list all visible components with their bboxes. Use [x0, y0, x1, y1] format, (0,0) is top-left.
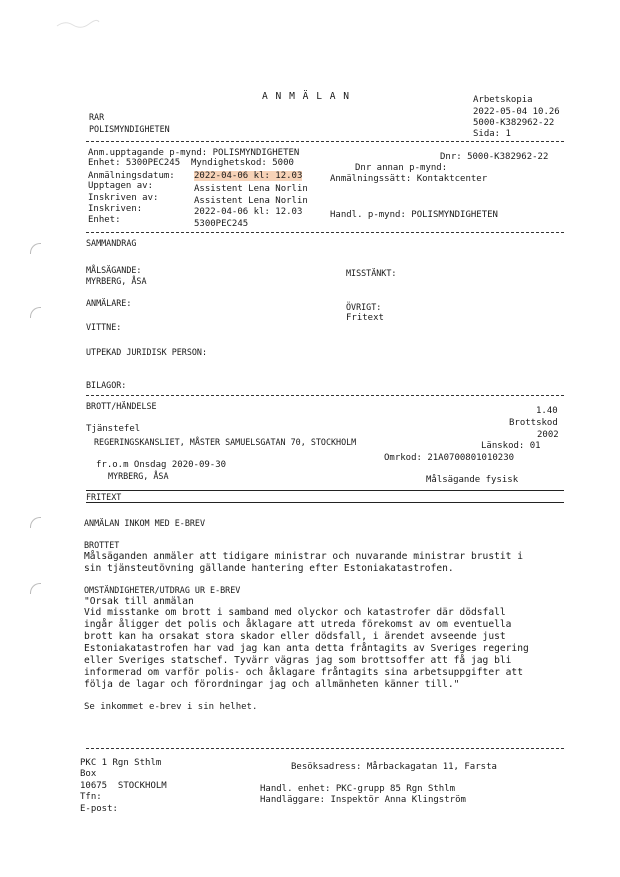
page-number: Sida: 1	[473, 129, 511, 139]
document-title: A N M Ä L A N	[262, 91, 351, 102]
closing-line: Se inkommet e-brev i sin helhet.	[84, 702, 258, 712]
brottet-line: sin tjänsteutövning gällande hantering efter Estoniakatastrofen.	[84, 563, 454, 574]
omst-line: följa de lagar och förordningar jag och allmänheten känner till."	[84, 679, 460, 690]
brott-heading: BROTT/HÄNDELSE	[86, 401, 157, 411]
footer-handl-enhet: Handl. enhet: PKC-grupp 85 Rgn Sthlm	[260, 784, 456, 794]
footer-org: PKC 1 Rgn Sthlm	[80, 758, 162, 768]
omst-line: brott kan ha orsakat stora skador eller dödsfall, i ärendet avseende just	[84, 631, 506, 642]
bilagor-label: BILAGOR:	[86, 380, 127, 390]
fritext-intro: ANMÄLAN INKOM MED E-BREV	[84, 518, 206, 528]
upptagen-av-label: Upptagen av:	[88, 181, 154, 191]
divider	[86, 395, 564, 396]
upptagen-av-value: Assistent Lena Norlin	[194, 184, 308, 194]
scan-smudge	[55, 18, 100, 30]
footer-box: Box	[80, 769, 97, 779]
arbetskopia-label: Arbetskopia	[473, 95, 533, 105]
omst-line: informerad om varför polis- och åklagare fråntagits sina arbetsuppgifter att	[84, 667, 523, 678]
dnr-annan: Dnr annan p-mynd:	[355, 163, 448, 173]
enhet-label: Enhet:	[88, 215, 121, 225]
org-line-2: POLISMYNDIGHETEN	[89, 124, 170, 134]
omst-line: "Orsak till anmälan	[84, 596, 194, 607]
malsagande-label: MÅLSÄGANDE:	[86, 265, 142, 275]
crime-location: REGERINGSKANSLIET, MÅSTER SAMUELSGATAN 70, STOCKHOLM	[94, 437, 357, 447]
anmalningsdatum-value: 2022-04-06 kl: 12.03	[194, 171, 303, 181]
anmalare-label: ANMÄLARE:	[86, 298, 132, 308]
anm-upptagande: Anm.upptagande p-mynd: POLISMYNDIGHETEN	[88, 148, 300, 158]
omst-line: ingår åligger det polis och åklagare att utreda förekomst av om eventuella	[84, 619, 512, 630]
lanskod: Länskod: 01	[481, 441, 541, 451]
anmalningssatt: Anmälningssätt: Kontaktcenter	[330, 174, 488, 184]
person-role: Målsägande fysisk	[426, 475, 519, 485]
fritext-heading: FRITEXT	[86, 492, 122, 502]
crime-number: 1.40	[536, 406, 558, 416]
divider	[86, 490, 564, 491]
brottet-line: Målsäganden anmäler att tidigare ministrar och nuvarande ministrar brustit i	[84, 551, 523, 562]
handl-p-mynd: Handl. p-mynd: POLISMYNDIGHETEN	[330, 210, 498, 220]
crime-person: MYRBERG, ÅSA	[108, 471, 169, 481]
vittne-label: VITTNE:	[86, 322, 122, 332]
org-line-1: RAR	[89, 112, 105, 122]
footer-postal: 10675 STOCKHOLM	[80, 781, 167, 791]
punch-hole-mark	[30, 583, 41, 594]
punch-hole-mark	[30, 517, 41, 528]
divider	[86, 141, 564, 142]
punch-hole-mark	[30, 307, 41, 318]
malsagande-name: MYRBERG, ÅSA	[86, 276, 147, 286]
ovrigt-label: ÖVRIGT:	[346, 302, 382, 312]
sammandrag-heading: SAMMANDRAG	[86, 238, 137, 248]
from-date: fr.o.m Onsdag 2020-09-30	[96, 460, 227, 470]
footer-epost: E-post:	[80, 804, 118, 814]
omrkod: Omrkod: 21A0700801010230	[384, 453, 515, 463]
inskriven-label: Inskriven:	[88, 204, 143, 214]
juridisk-person-label: UTPEKAD JURIDISK PERSON:	[86, 347, 208, 357]
inskriven-value: 2022-04-06 kl: 12.03	[194, 207, 303, 217]
print-datetime: 2022-05-04 10.26	[473, 107, 560, 117]
misstankt-label: MISSTÄNKT:	[346, 268, 397, 278]
inskriven-av-label: Inskriven av:	[88, 193, 159, 203]
brottskod-label: Brottskod	[509, 418, 558, 428]
enhet-myndighetskod: Enhet: 5300PEC245 Myndighetskod: 5000	[88, 158, 294, 168]
divider	[86, 232, 564, 233]
divider	[86, 748, 564, 749]
ovrigt-value: Fritext	[346, 313, 384, 323]
crime-type: Tjänstefel	[86, 424, 141, 434]
dnr: Dnr: 5000-K382962-22	[440, 152, 549, 162]
footer-visit-address: Besöksadress: Mårbackagatan 11, Farsta	[291, 762, 497, 772]
brottet-heading: BROTTET	[84, 540, 120, 550]
footer-handlaggare: Handläggare: Inspektör Anna Klingström	[260, 795, 466, 805]
case-number: 5000-K382962-22	[473, 118, 555, 128]
brottskod-value: 2002	[537, 430, 559, 440]
inskriven-av-value: Assistent Lena Norlin	[194, 196, 308, 206]
footer-tfn: Tfn:	[80, 792, 102, 802]
omst-line: eller Sveriges statschef. Tyvärr vägras jag som brottsoffer att få jag bli	[84, 655, 512, 666]
omst-line: Vid misstanke om brott i samband med olyckor och katastrofer där dödsfall	[84, 607, 506, 618]
punch-hole-mark	[30, 243, 41, 254]
anmalningsdatum-label: Anmälningsdatum:	[88, 171, 175, 181]
enhet-value: 5300PEC245	[194, 219, 249, 229]
omst-line: Estoniakatastrofen har vad jag kan anta detta fråntagits av Sveriges regering	[84, 643, 529, 654]
omst-heading: OMSTÄNDIGHETER/UTDRAG UR E-BREV	[84, 585, 241, 595]
divider	[86, 502, 564, 503]
